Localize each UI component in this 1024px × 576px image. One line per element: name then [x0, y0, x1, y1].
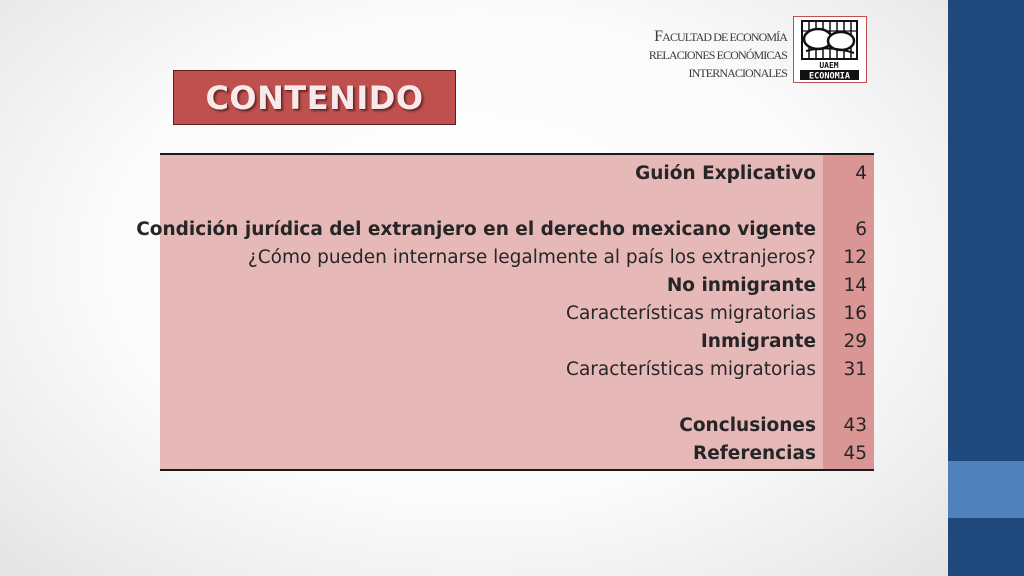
toc-page-number: 29 [843, 331, 867, 352]
faculty-name: FACULTAD DE ECONOMÍA [654, 28, 787, 45]
toc-row-inmigrante [160, 328, 874, 356]
department-line-1: RELACIONES ECONÓMICAS [648, 48, 787, 62]
toc-row-caracteristicas-1 [160, 300, 874, 328]
sidebar-accent-block [948, 461, 1024, 518]
logo-text-top: UAEM [819, 61, 839, 70]
title-banner [173, 70, 456, 125]
faculty-header [649, 28, 787, 82]
toc-row-no-inmigrante [160, 272, 874, 300]
department-line-2: INTERNACIONALES [688, 66, 787, 80]
table-of-contents [136, 153, 874, 471]
toc-page-number: 43 [843, 415, 867, 436]
toc-label: Guión Explicativo [635, 163, 816, 184]
slide-title: CONTENIDO [205, 78, 424, 117]
toc-row-condicion [136, 216, 874, 244]
toc-row-guion [160, 160, 874, 188]
toc-page-number: 16 [843, 303, 867, 324]
toc-page-number: 45 [843, 443, 867, 464]
uaem-economia-logo [793, 16, 867, 83]
toc-row-conclusiones [160, 412, 874, 440]
toc-page-number: 14 [843, 275, 867, 296]
toc-row-caracteristicas-2 [160, 356, 874, 384]
toc-label: No inmigrante [666, 275, 816, 296]
toc-row-referencias [160, 440, 874, 468]
toc-label: Características migratorias [566, 359, 816, 380]
toc-label: Condición jurídica del extranjero en el derecho mexicano vigente [136, 219, 816, 240]
toc-label: Inmigrante [700, 331, 816, 352]
toc-label: ¿Cómo pueden internarse legalmente al país los extranjeros? [247, 247, 816, 268]
toc-label: Conclusiones [679, 415, 816, 436]
toc-row-internarse [160, 244, 874, 272]
faculty-name-rest: ACULTAD DE ECONOMÍA [662, 30, 787, 44]
toc-label: Referencias [692, 443, 816, 464]
toc-page-number: 6 [855, 219, 867, 240]
toc-label: Características migratorias [566, 303, 816, 324]
toc-page-number: 31 [843, 359, 867, 380]
logo-graphic [794, 17, 865, 81]
toc-page-number: 4 [855, 163, 867, 184]
toc-page-number: 12 [843, 247, 867, 268]
logo-text-bottom: ECONOMIA [809, 71, 850, 81]
